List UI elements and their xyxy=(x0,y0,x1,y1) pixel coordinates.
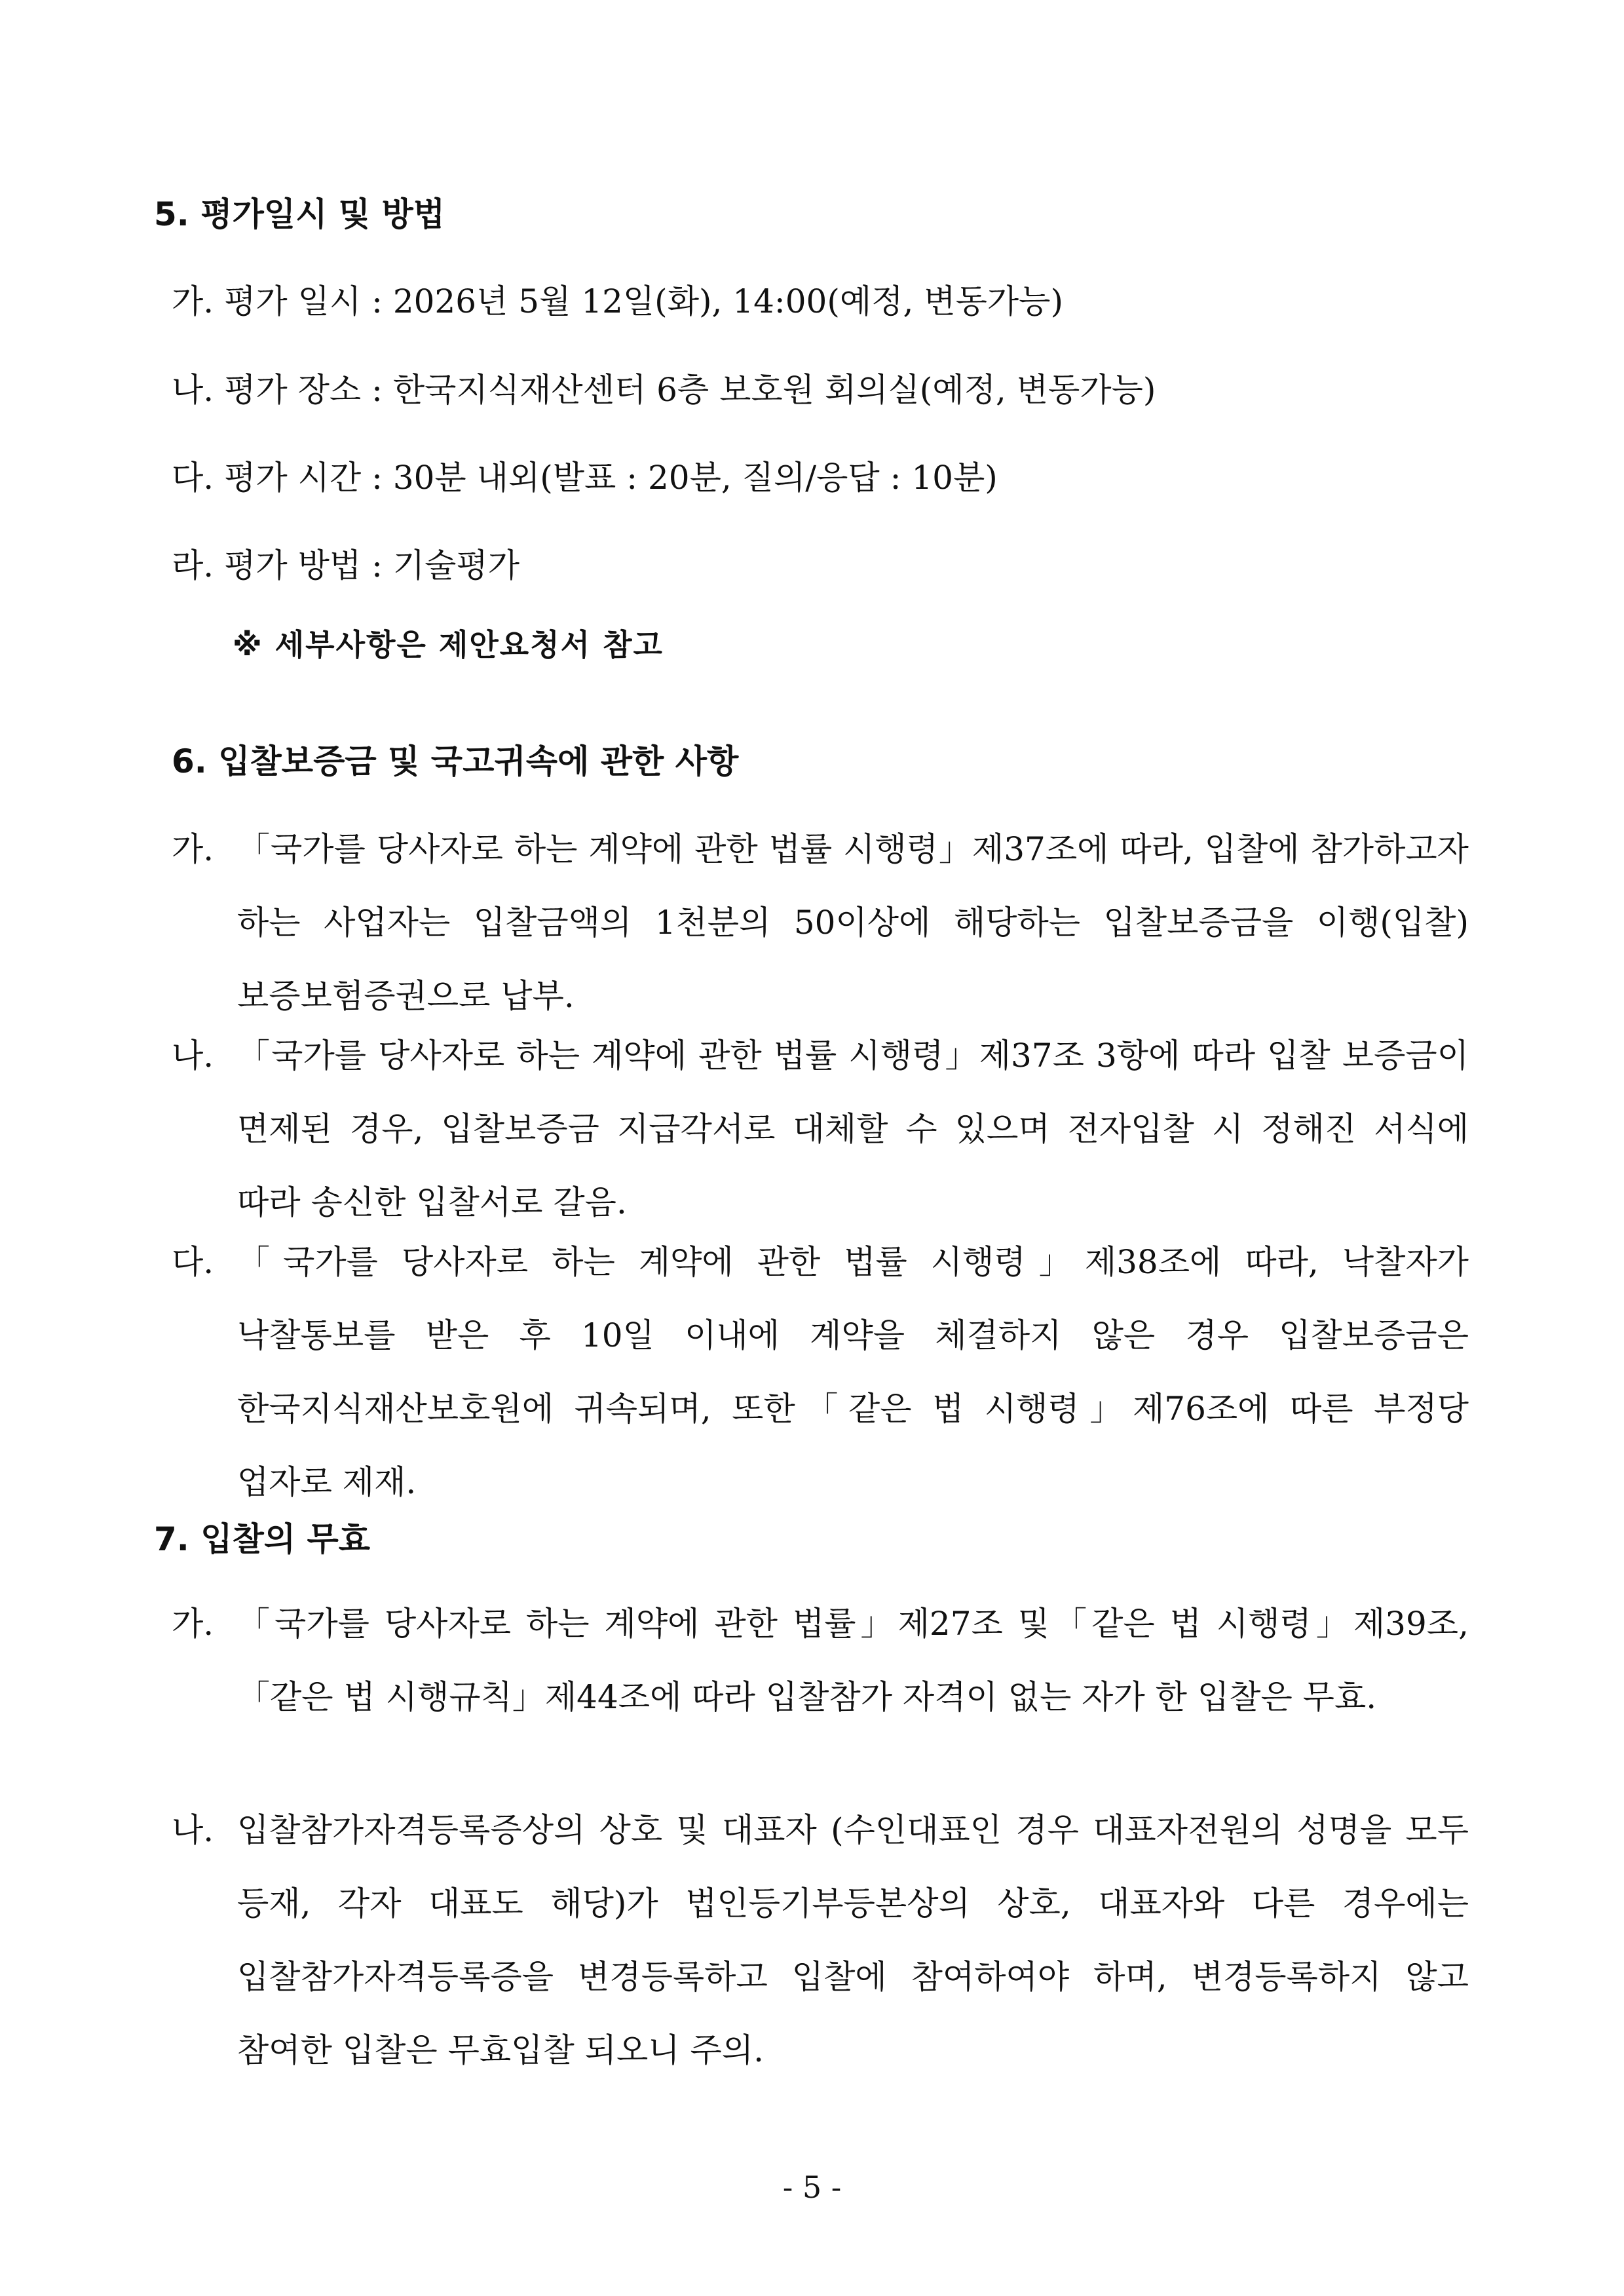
item-text: 입찰참가자격등록증상의 상호 및 대표자 (수인대표인 경우 대표자전원의 성명을 모두 등재, 각자 대표도 해당)가 법인등기부등본상의 상호, 대표자와 다른 경우에는 입찰참가자격등록증을 변경등록하고 입찰에 참여하여야 하며, 변경등록하지 않고 참여한 입찰은 무효입찰 되오니 주의. xyxy=(237,1811,1469,2069)
item-text: 「국가를 당사자로 하는 계약에 관한 법률 시행령」제38조에 따라, 낙찰자가 낙찰통보를 받은 후 10일 이내에 계약을 체결하지 않은 경우 입찰보증금은 한국지식재산보호원에 귀속되며, 또한「같은 법 시행령」제76조에 따른 부정당 업자로 제재. xyxy=(237,1243,1469,1501)
section-5-heading: 5. 평가일시 및 방법 xyxy=(154,195,445,233)
section-5-item-evaluation-date: 가. 평가 일시 : 2026년 5월 12일(화), 14:00(예정, 변동가능) xyxy=(172,282,1063,320)
section-6-heading: 6. 입찰보증금 및 국고귀속에 관한 사항 xyxy=(172,742,739,780)
section-6-item-c xyxy=(172,1242,1469,1519)
section-7-heading: 7. 입찰의 무효 xyxy=(154,1520,371,1558)
section-5-item-evaluation-time: 다. 평가 시간 : 30분 내외(발표 : 20분, 질의/응답 : 10분) xyxy=(172,459,998,497)
section-6-item-b xyxy=(172,1036,1469,1239)
section-7-item-a xyxy=(172,1604,1469,1734)
section-7-item-b xyxy=(172,1810,1469,2087)
section-6-item-a xyxy=(172,830,1469,1033)
section-5-note: ※ 세부사항은 제안요청서 참고 xyxy=(233,627,664,662)
item-text: 「국가를 당사자로 하는 계약에 관한 법률 시행령」제37조 3항에 따라 입찰 보증금이 면제된 경우, 입찰보증금 지급각서로 대체할 수 있으며 전자입찰 시 정해진 서식에 따라 송신한 입찰서로 갈음. xyxy=(237,1037,1469,1221)
item-marker: 가. xyxy=(172,830,214,868)
item-marker: 나. xyxy=(172,1811,214,1849)
item-text: 「국가를 당사자로 하는 계약에 관한 법률 시행령」제37조에 따라, 입찰에 참가하고자 하는 사업자는 입찰금액의 1천분의 50이상에 해당하는 입찰보증금을 이행(입찰)보증보험증권으로 납부. xyxy=(237,830,1469,1015)
item-marker: 가. xyxy=(172,1605,214,1643)
item-marker: 나. xyxy=(172,1037,214,1075)
section-5-item-evaluation-place: 나. 평가 장소 : 한국지식재산센터 6층 보호원 회의실(예정, 변동가능) xyxy=(172,371,1156,409)
page-number: - 5 - xyxy=(782,2170,842,2205)
item-marker: 다. xyxy=(172,1243,214,1281)
section-5-item-evaluation-method: 라. 평가 방법 : 기술평가 xyxy=(172,546,520,584)
item-text: 「국가를 당사자로 하는 계약에 관한 법률」제27조 및「같은 법 시행령」제39조,「같은 법 시행규칙」제44조에 따라 입찰참가 자격이 없는 자가 한 입찰은 무효. xyxy=(237,1605,1469,1716)
